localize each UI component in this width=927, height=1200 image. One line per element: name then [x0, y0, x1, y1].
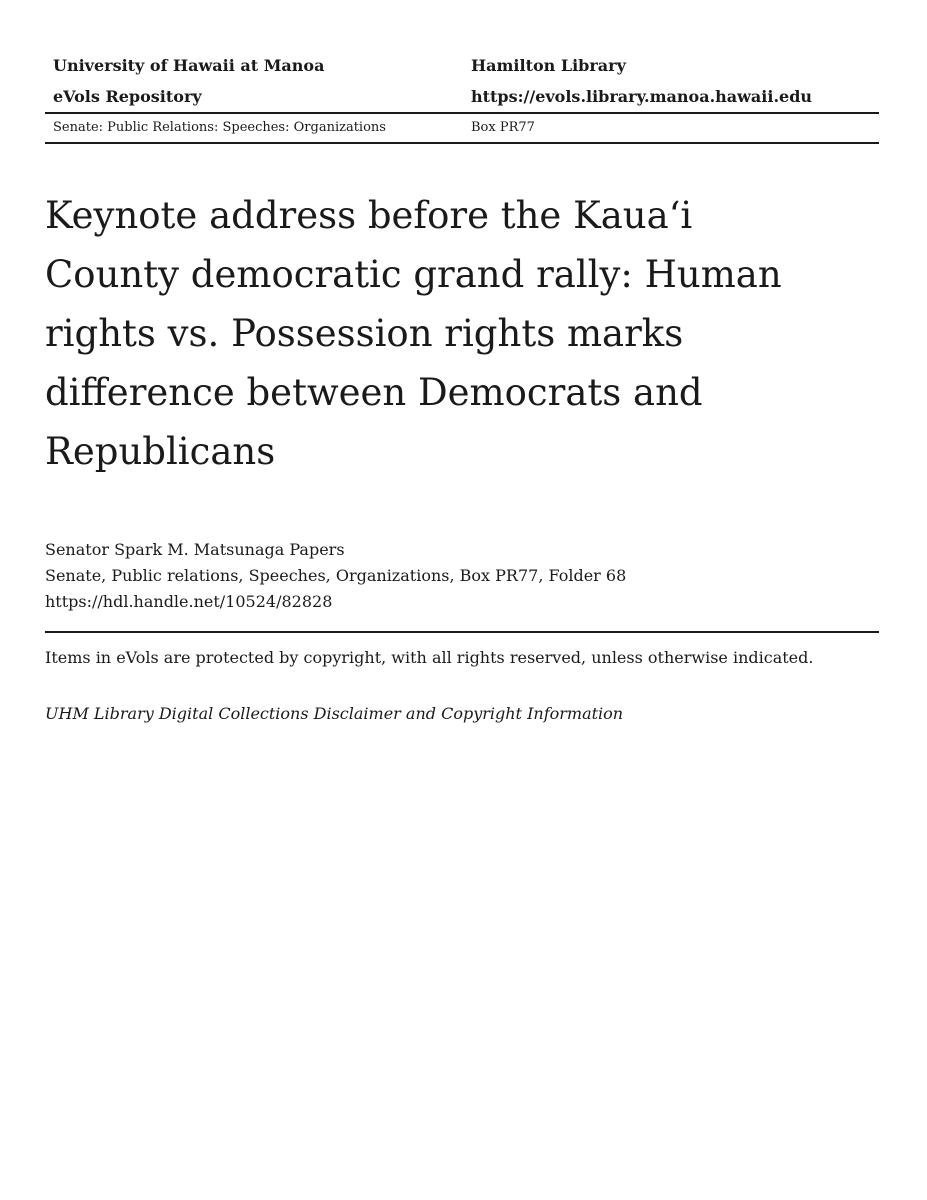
collection-name: Senator Spark M. Matsunaga Papers: [45, 540, 345, 559]
folder-location: Senate, Public relations, Speeches, Organizations, Box PR77, Folder 68: [45, 566, 627, 585]
metadata-divider: [45, 631, 879, 633]
header-row-1: [45, 50, 879, 81]
rights-statement: Items in eVols are protected by copyright, with all rights reserved, unless otherwise indicated.: [45, 648, 814, 667]
library-name: Hamilton Library: [471, 56, 626, 75]
repository-url[interactable]: https://evols.library.manoa.hawaii.edu: [471, 87, 813, 106]
document-metadata: [45, 537, 626, 615]
header-row-2: [45, 81, 879, 112]
collection-path: Senate: Public Relations: Speeches: Organizations: [53, 120, 386, 135]
box-label: Box PR77: [471, 120, 535, 135]
repository-name: eVols Repository: [53, 87, 202, 106]
handle-link[interactable]: https://hdl.handle.net/10524/82828: [45, 592, 333, 611]
disclaimer-link[interactable]: UHM Library Digital Collections Disclaimer and Copyright Information: [45, 704, 624, 723]
document-title: Keynote address before the Kauaʻi County democratic grand rally: Human rights vs. Possession rights marks difference between Democrats and Republicans: [45, 194, 782, 473]
header-divider-bottom: [45, 142, 879, 144]
document-header: [45, 50, 879, 144]
header-row-3: [45, 114, 879, 142]
institution-name: University of Hawaii at Manoa: [53, 56, 325, 75]
